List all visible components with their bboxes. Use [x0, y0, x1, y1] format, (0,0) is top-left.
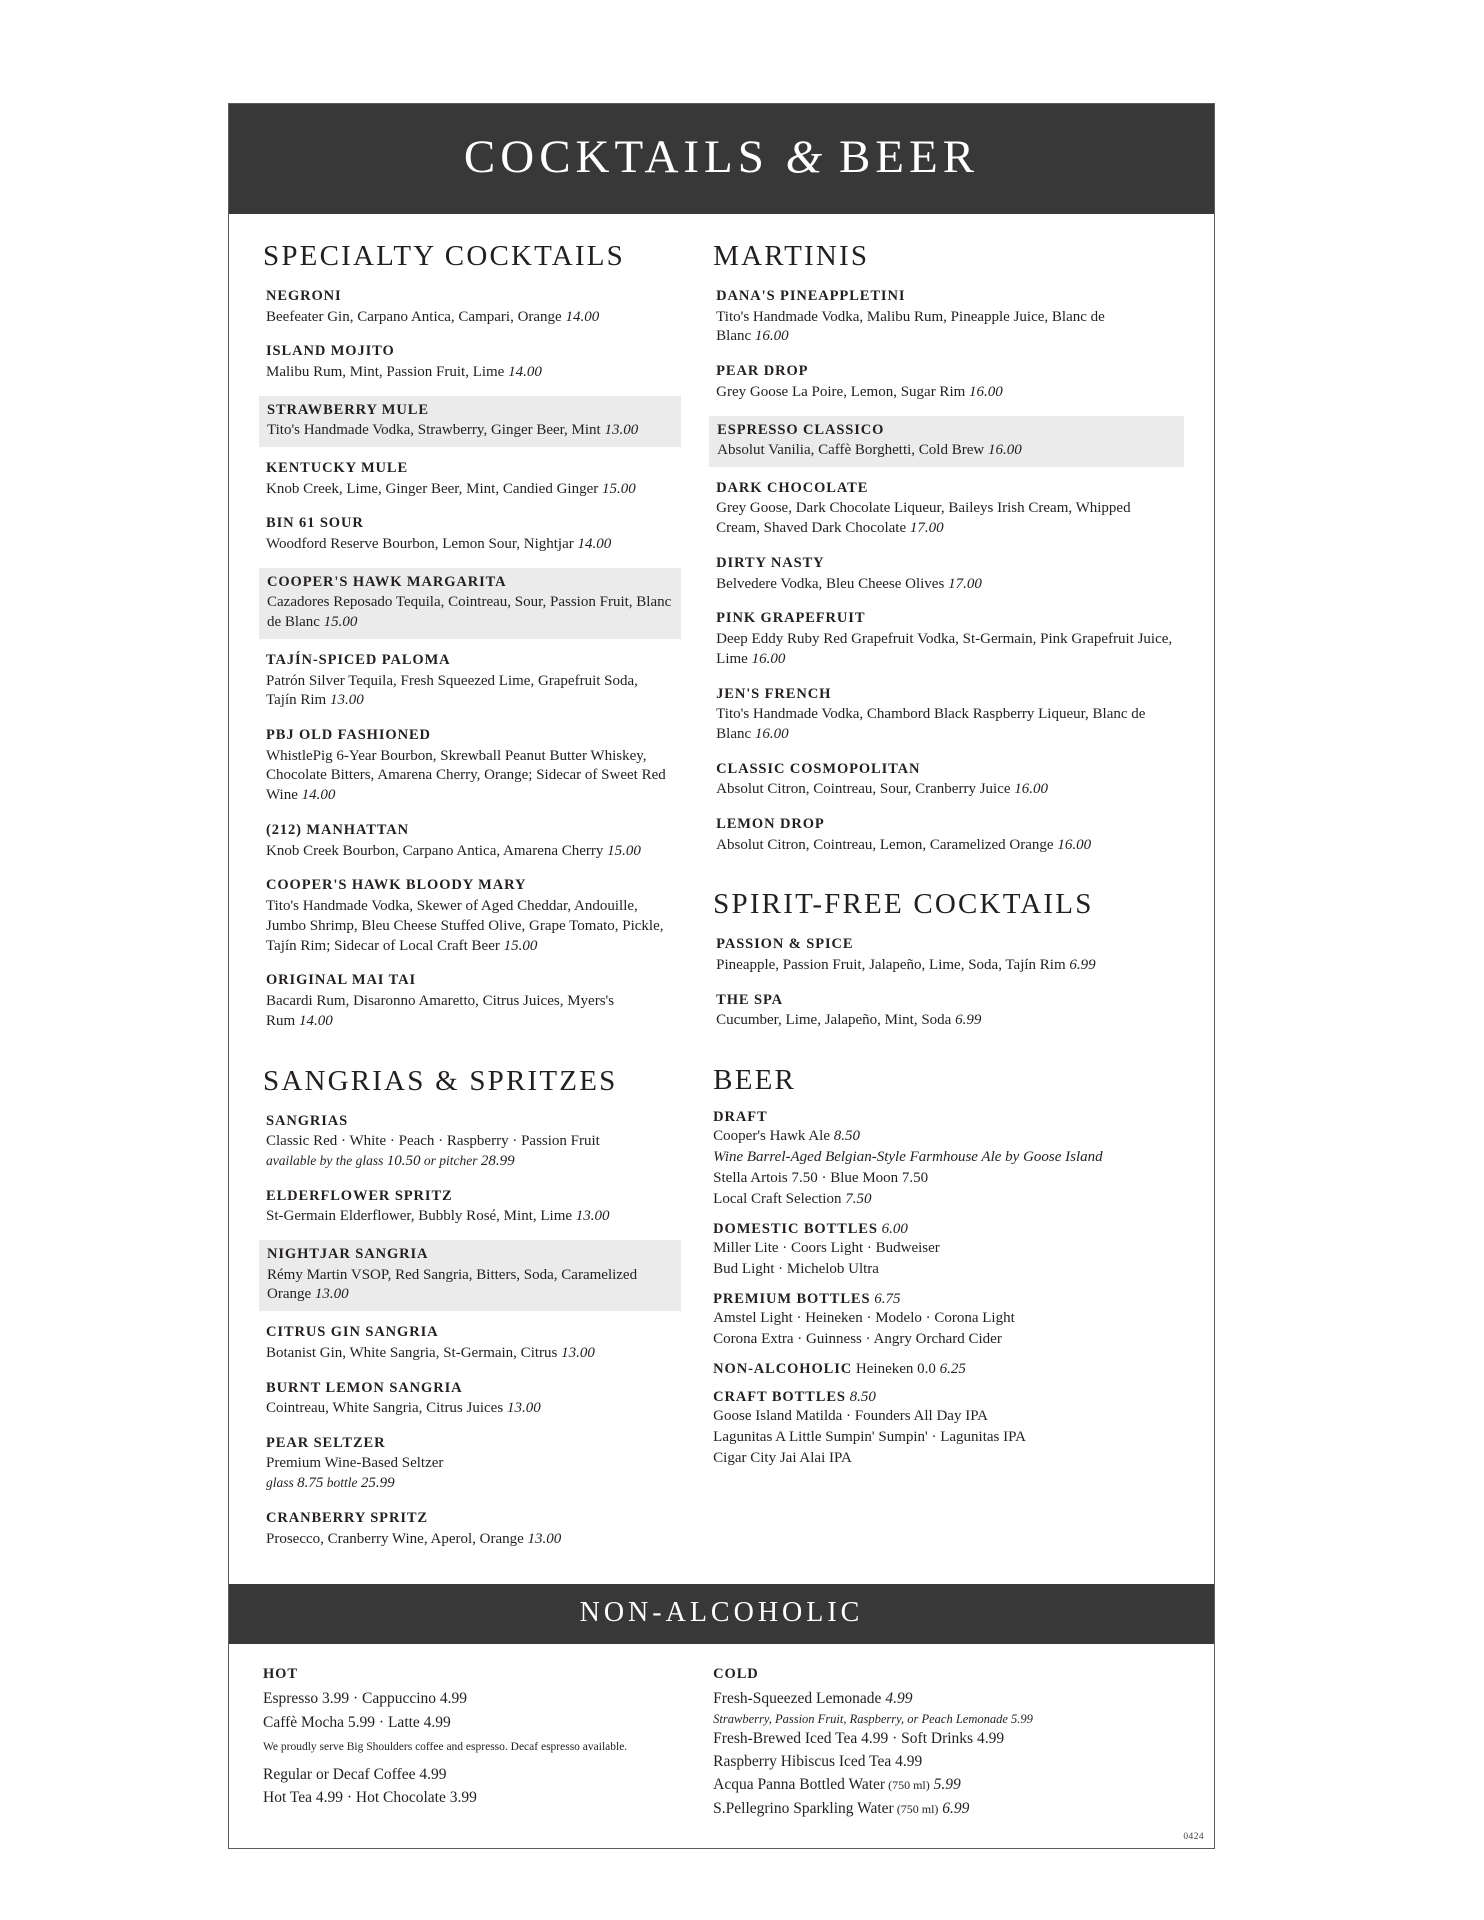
- menu-item: [713, 607, 1180, 672]
- beer-line-text: Lagunitas A Little Sumpin' Sumpin' · Lagunitas IPA: [713, 1429, 1026, 1446]
- menu-item: [263, 1507, 677, 1552]
- menu-item-price-secondary: 28.99: [480, 1152, 515, 1169]
- menu-item: [713, 552, 1180, 597]
- menu-item-price: 15.00: [603, 842, 641, 859]
- menu-item-description: Grey Goose La Poire, Lemon, Sugar Rim 16.00: [716, 383, 1003, 400]
- menu-title-part2: BEER: [838, 131, 980, 183]
- beer-line-text: Wine Barrel-Aged Belgian-Style Farmhouse Ale by Goose Island: [713, 1149, 1103, 1166]
- cold-drinks-heading: COLD: [713, 1666, 759, 1683]
- menu-item-price: 15.00: [598, 480, 636, 497]
- beer-line: [713, 1448, 1180, 1469]
- menu-item-description: St-Germain Elderflower, Bubbly Rosé, Mint, Lime 13.00: [266, 1208, 610, 1225]
- menu-item-description: Belvedere Vodka, Bleu Cheese Olives 17.00: [716, 575, 982, 592]
- section-title-spirit-free: SPIRIT-FREE COCKTAILS: [713, 888, 1094, 921]
- menu-item: [263, 649, 677, 714]
- menu-item-description: Tito's Handmade Vodka, Malibu Rum, Pineapple Juice, Blanc de Blanc 16.00: [716, 308, 1105, 345]
- menu-title-ampersand: &: [785, 131, 823, 183]
- beer-group-heading: CRAFT BOTTLES 8.50: [713, 1389, 876, 1406]
- menu-item-name: ELDERFLOWER SPRITZ: [266, 1187, 453, 1204]
- hot-drinks-heading: HOT: [263, 1666, 298, 1683]
- section-title-beer: BEER: [713, 1064, 797, 1097]
- menu-item-name: STRAWBERRY MULE: [267, 401, 429, 418]
- beer-line: [713, 1427, 1180, 1448]
- beer-group-heading: PREMIUM BOTTLES 6.75: [713, 1291, 901, 1308]
- drink-line-text: Acqua Panna Bottled Water: [713, 1776, 886, 1794]
- section-title-sangrias-spritzes: [263, 1065, 677, 1098]
- menu-item: [713, 813, 1180, 858]
- menu-item-note-secondary: bottle: [323, 1475, 361, 1491]
- menu-title-bar: [229, 104, 1214, 214]
- menu-item: [263, 1110, 677, 1175]
- beer-line: [713, 1168, 1180, 1189]
- beer-line: [713, 1189, 1180, 1210]
- menu-item-price: 10.50: [386, 1152, 421, 1169]
- beer-group-heading: NON-ALCOHOLIC Heineken 0.0 6.25: [713, 1361, 966, 1378]
- beer-group-heading: DOMESTIC BOTTLES 6.00: [713, 1221, 908, 1238]
- beer-group: [713, 1361, 1180, 1378]
- menu-item-description: Beefeater Gin, Carpano Antica, Campari, Orange 14.00: [266, 308, 600, 325]
- beer-group-inline-item: Heineken 0.0: [852, 1361, 940, 1378]
- menu-item-description: Tito's Handmade Vodka, Chambord Black Raspberry Liqueur, Blanc de Blanc 16.00: [716, 706, 1146, 742]
- non-alcoholic-columns: [229, 1644, 1214, 1848]
- drink-line-text: Fresh-Squeezed Lemonade: [713, 1690, 882, 1708]
- menu-item: [713, 989, 1180, 1034]
- menu-item-name: THE SPA: [716, 991, 784, 1008]
- menu-item-description: Absolut Citron, Cointreau, Sour, Cranberry Juice 16.00: [716, 781, 1049, 798]
- menu-columns: [229, 214, 1214, 1584]
- beer-line-text: Corona Extra · Guinness · Angry Orchard Cider: [713, 1331, 1002, 1348]
- drink-line-text: Fresh-Brewed Iced Tea 4.99 · Soft Drinks 4.99: [713, 1729, 1005, 1747]
- menu-item-note: glass: [266, 1475, 298, 1491]
- menu-item-price: 13.00: [523, 1530, 562, 1547]
- menu-item-name: DARK CHOCOLATE: [716, 479, 869, 496]
- menu-item-name: PEAR DROP: [716, 363, 809, 380]
- menu-item-description: Classic Red · White · Peach · Raspberry · Passion Fruit available by the glass 10.50 or pitcher 28.99: [266, 1133, 600, 1169]
- menu-item: [263, 874, 677, 959]
- menu-item-description: Absolut Citron, Cointreau, Lemon, Caramelized Orange 16.00: [716, 836, 1092, 853]
- menu-item: [259, 568, 681, 639]
- sangrias-title-ampersand: &: [435, 1064, 460, 1097]
- menu-item-price: 16.00: [965, 383, 1003, 400]
- menu-item-description: Knob Creek Bourbon, Carpano Antica, Amarena Cherry 15.00: [266, 842, 641, 859]
- menu-item-name: BIN 61 SOUR: [266, 515, 364, 532]
- menu-item-price: 13.00: [311, 1286, 349, 1303]
- menu-item-description: Cucumber, Lime, Jalapeño, Mint, Soda 6.99: [716, 1012, 982, 1029]
- menu-item-name: ESPRESSO CLASSICO: [717, 421, 885, 438]
- menu-item: [713, 360, 1180, 405]
- menu-item-name: PEAR SELTZER: [266, 1434, 386, 1451]
- drink-price: 6.99: [938, 1799, 970, 1817]
- beer-line-text: Amstel Light · Heineken · Modelo · Corona Light: [713, 1310, 1015, 1327]
- section-title-specialty-cocktails: SPECIALTY COCKTAILS: [263, 240, 626, 272]
- menu-item-price: 14.00: [573, 536, 612, 552]
- drink-line-text: Raspberry Hibiscus Iced Tea 4.99: [713, 1753, 923, 1771]
- hot-drinks-column: [263, 1666, 703, 1820]
- menu-item: [263, 969, 677, 1034]
- drink-line-text: S.Pellegrino Sparkling Water: [713, 1799, 894, 1817]
- menu-item-price: 6.99: [1065, 956, 1096, 973]
- menu-item-description: Cointreau, White Sangria, Citrus Juices 13.00: [266, 1400, 541, 1417]
- menu-item-price: 17.00: [944, 575, 982, 592]
- beer-group: [713, 1389, 1180, 1469]
- menu-item: [263, 1321, 677, 1366]
- beer-line: [713, 1406, 1180, 1427]
- drink-size: (750 ml): [885, 1778, 930, 1793]
- menu-item-price: 16.00: [751, 725, 789, 742]
- menu-item-name: COOPER'S HAWK BLOODY MARY: [266, 877, 527, 894]
- menu-item-description: Prosecco, Cranberry Wine, Aperol, Orange 13.00: [266, 1530, 562, 1547]
- sangrias-title-part2: SPRITZES: [469, 1064, 618, 1097]
- non-alcoholic-title-bar: NON-ALCOHOLIC: [229, 1584, 1214, 1644]
- menu-item-description: Tito's Handmade Vodka, Strawberry, Ginger Beer, Mint 13.00: [267, 422, 639, 439]
- beer-line-text: Local Craft Selection: [713, 1191, 842, 1208]
- menu-item: [263, 1432, 677, 1497]
- section-title-martinis: MARTINIS: [713, 240, 870, 272]
- menu-item-name: CLASSIC COSMOPOLITAN: [716, 760, 921, 777]
- menu-item-price: 16.00: [1010, 781, 1049, 798]
- menu-item-price: 8.75: [297, 1475, 324, 1492]
- menu-item: [263, 512, 677, 557]
- menu-item-price: 13.00: [503, 1400, 541, 1417]
- menu-item: [713, 477, 1180, 542]
- menu-item: [713, 758, 1180, 803]
- menu-item-name: COOPER'S HAWK MARGARITA: [267, 573, 507, 590]
- beer-group-heading: DRAFT: [713, 1109, 768, 1126]
- menu-item-description: WhistlePig 6-Year Bourbon, Skrewball Peanut Butter Whiskey, Chocolate Bitters, Amarena Cherry, Orange; Sidecar of Sweet Red Wine 14.00: [266, 747, 666, 804]
- menu-item-description: Rémy Martin VSOP, Red Sangria, Bitters, Soda, Caramelized Orange 13.00: [267, 1266, 638, 1303]
- menu-item-name: BURNT LEMON SANGRIA: [266, 1379, 463, 1396]
- beer-line: [713, 1147, 1180, 1168]
- hot-drinks-list: [263, 1687, 677, 1734]
- menu-item: [263, 819, 677, 864]
- menu-item-name: DANA'S PINEAPPLETINI: [716, 288, 906, 304]
- beer-group: [713, 1109, 1180, 1210]
- menu-item-description: Absolut Vanilia, Caffè Borghetti, Cold Brew 16.00: [717, 442, 1022, 459]
- menu-item: [713, 683, 1180, 748]
- menu-item-description: Patrón Silver Tequila, Fresh Squeezed Lime, Grapefruit Soda, Tajín Rim 13.00: [266, 672, 638, 709]
- menu-item-price: 13.00: [600, 422, 639, 439]
- menu-item-name: DIRTY NASTY: [716, 555, 825, 572]
- menu-item: [259, 396, 681, 447]
- beer-group-price: 8.50: [845, 1389, 876, 1406]
- menu-item-name: SANGRIAS: [266, 1112, 349, 1129]
- menu-item-description: Deep Eddy Ruby Red Grapefruit Vodka, St-Germain, Pink Grapefruit Juice, Lime 16.00: [716, 630, 1173, 667]
- menu-item-name: TAJÍN-SPICED PALOMA: [266, 651, 451, 668]
- menu-item-name: ISLAND MOJITO: [266, 343, 395, 360]
- menu-item-description: Botanist Gin, White Sangria, St-Germain, Citrus 13.00: [266, 1344, 595, 1361]
- menu-item-name: PINK GRAPEFRUIT: [716, 610, 866, 627]
- menu-item-price: 14.00: [297, 787, 336, 804]
- menu-item-name: KENTUCKY MULE: [266, 460, 409, 477]
- drink-line: [713, 1687, 1180, 1710]
- beer-group-price: 6.25: [939, 1361, 966, 1378]
- drink-line: [713, 1750, 1180, 1773]
- drink-price: 4.99: [881, 1690, 913, 1708]
- beer-line: [713, 1126, 1180, 1147]
- beer-line-text: Goose Island Matilda · Founders All Day IPA: [713, 1408, 988, 1425]
- menu-item-name: PASSION & SPICE: [716, 936, 854, 953]
- menu-item: [263, 340, 677, 385]
- menu-item: [263, 285, 677, 330]
- menu-item-description: Knob Creek, Lime, Ginger Beer, Mint, Candied Ginger 15.00: [266, 480, 636, 497]
- menu-item-name: NEGRONI: [266, 288, 342, 304]
- menu-item-description: Cazadores Reposado Tequila, Cointreau, Sour, Passion Fruit, Blanc de Blanc 15.00: [267, 594, 672, 631]
- menu-item-price: 16.00: [1053, 836, 1092, 853]
- menu-item-name: CRANBERRY SPRITZ: [266, 1510, 428, 1527]
- menu-item-price: 13.00: [326, 692, 364, 709]
- coffee-note: We proudly serve Big Shoulders coffee and espresso. Decaf espresso available.: [263, 1740, 628, 1753]
- menu-item-price: 15.00: [499, 937, 538, 954]
- menu-item-price: 14.00: [504, 363, 542, 380]
- menu-version-code: 0424: [1183, 1831, 1204, 1842]
- menu-item-price: 14.00: [295, 1012, 333, 1029]
- menu-item: [263, 1377, 677, 1422]
- menu-item-description: Tito's Handmade Vodka, Skewer of Aged Cheddar, Andouille, Jumbo Shrimp, Bleu Cheese Stuffed Olive, Grape Tomato, Pickle, Tajín Rim; Sidecar of Local Craft Beer 15.00: [266, 897, 664, 954]
- menu-item-price: 16.00: [747, 650, 786, 667]
- menu-item-name: JEN'S FRENCH: [716, 685, 832, 702]
- menu-item-description: Malibu Rum, Mint, Passion Fruit, Lime 14.00: [266, 363, 542, 380]
- menu-item-price: 16.00: [751, 328, 789, 345]
- menu-item-name: CITRUS GIN SANGRIA: [266, 1324, 439, 1341]
- specialty-cocktails-list: [263, 285, 677, 1035]
- menu-item: [713, 933, 1180, 978]
- menu-item-name: PBJ OLD FASHIONED: [266, 727, 431, 744]
- menu-item-name: NIGHTJAR SANGRIA: [267, 1246, 429, 1263]
- beer-group: [713, 1221, 1180, 1280]
- beer-line-price: 7.50: [841, 1191, 872, 1208]
- menu-item-description: Woodford Reserve Bourbon, Lemon Sour, Nightjar 14.00: [266, 536, 612, 552]
- drink-price: 5.99: [929, 1776, 961, 1794]
- menu-item-price: 17.00: [906, 520, 944, 537]
- drink-line: Espresso 3.99 · Cappuccino 4.99: [263, 1690, 468, 1708]
- menu-item-price: 14.00: [561, 308, 600, 325]
- beer-line: [713, 1238, 1180, 1259]
- beer-group: [713, 1291, 1180, 1350]
- beer-line: [713, 1308, 1180, 1329]
- hot-drinks-list-secondary: [263, 1763, 677, 1810]
- menu-item-description: Bacardi Rum, Disaronno Amaretto, Citrus Juices, Myers's Rum 14.00: [266, 992, 615, 1029]
- menu-item: [263, 1185, 677, 1230]
- menu-item-name: LEMON DROP: [716, 816, 825, 833]
- drink-line: Caffè Mocha 5.99 · Latte 4.99: [263, 1713, 451, 1731]
- beer-line-text: Stella Artois 7.50 · Blue Moon 7.50: [713, 1170, 929, 1187]
- beer-line: [713, 1329, 1180, 1350]
- beer-line: [713, 1259, 1180, 1280]
- drink-size: (750 ml): [893, 1801, 939, 1816]
- menu-item-name: ORIGINAL MAI TAI: [266, 972, 417, 989]
- drink-line: Hot Tea 4.99 · Hot Chocolate 3.99: [263, 1789, 477, 1807]
- drink-line: Regular or Decaf Coffee 4.99: [263, 1765, 447, 1783]
- menu-item: [713, 285, 1180, 350]
- beer-line-price: 8.50: [830, 1128, 861, 1145]
- menu-item-description: Premium Wine-Based Seltzer glass 8.75 bottle 25.99: [266, 1455, 444, 1492]
- drink-sub-note: Strawberry, Passion Fruit, Raspberry, or Peach Lemonade 5.99: [713, 1711, 1033, 1726]
- menu-item-price: 6.99: [951, 1012, 982, 1029]
- menu-item: [709, 416, 1184, 467]
- menu-item-price: 13.00: [572, 1208, 610, 1225]
- menu-item-price: 16.00: [984, 442, 1022, 459]
- martinis-list: [713, 285, 1180, 858]
- menu-title-part1: COCKTAILS: [463, 131, 769, 183]
- sangrias-spritzes-list: [263, 1110, 677, 1553]
- beer-line-text: Cooper's Hawk Ale: [713, 1128, 831, 1145]
- menu-item-price-secondary: 25.99: [360, 1475, 395, 1492]
- drink-line: [713, 1773, 1180, 1796]
- beer-line-text: Bud Light · Michelob Ultra: [713, 1261, 879, 1278]
- beer-group-price: 6.75: [870, 1291, 901, 1308]
- menu-item: [263, 457, 677, 502]
- menu-item-price: 13.00: [557, 1344, 595, 1361]
- menu-item-price: 15.00: [319, 614, 358, 631]
- menu-item-description: Grey Goose, Dark Chocolate Liqueur, Baileys Irish Cream, Whipped Cream, Shaved Dark Chocolate 17.00: [716, 500, 1131, 537]
- menu-item-description: Pineapple, Passion Fruit, Jalapeño, Lime, Soda, Tajín Rim 6.99: [716, 956, 1096, 973]
- cold-drinks-list: [713, 1687, 1180, 1820]
- menu-card: [228, 103, 1215, 1849]
- cold-drinks-column: [703, 1666, 1180, 1820]
- beer-list: [713, 1109, 1180, 1469]
- right-column: [703, 240, 1180, 1562]
- menu-item-name: (212) MANHATTAN: [266, 822, 410, 839]
- menu-item: [259, 1240, 681, 1311]
- spirit-free-list: [713, 933, 1180, 1034]
- drink-line: [713, 1727, 1180, 1750]
- left-column: [263, 240, 703, 1562]
- menu-item-note-secondary: or pitcher: [420, 1152, 481, 1168]
- sangrias-title-part1: SANGRIAS: [263, 1064, 426, 1097]
- menu-item: [263, 724, 677, 809]
- menu-item-note: available by the glass: [266, 1152, 387, 1168]
- beer-group-price: 6.00: [877, 1221, 908, 1238]
- drink-line: [713, 1797, 1180, 1820]
- beer-line-text: Cigar City Jai Alai IPA: [713, 1450, 852, 1467]
- beer-line-text: Miller Lite · Coors Light · Budweiser: [713, 1240, 940, 1257]
